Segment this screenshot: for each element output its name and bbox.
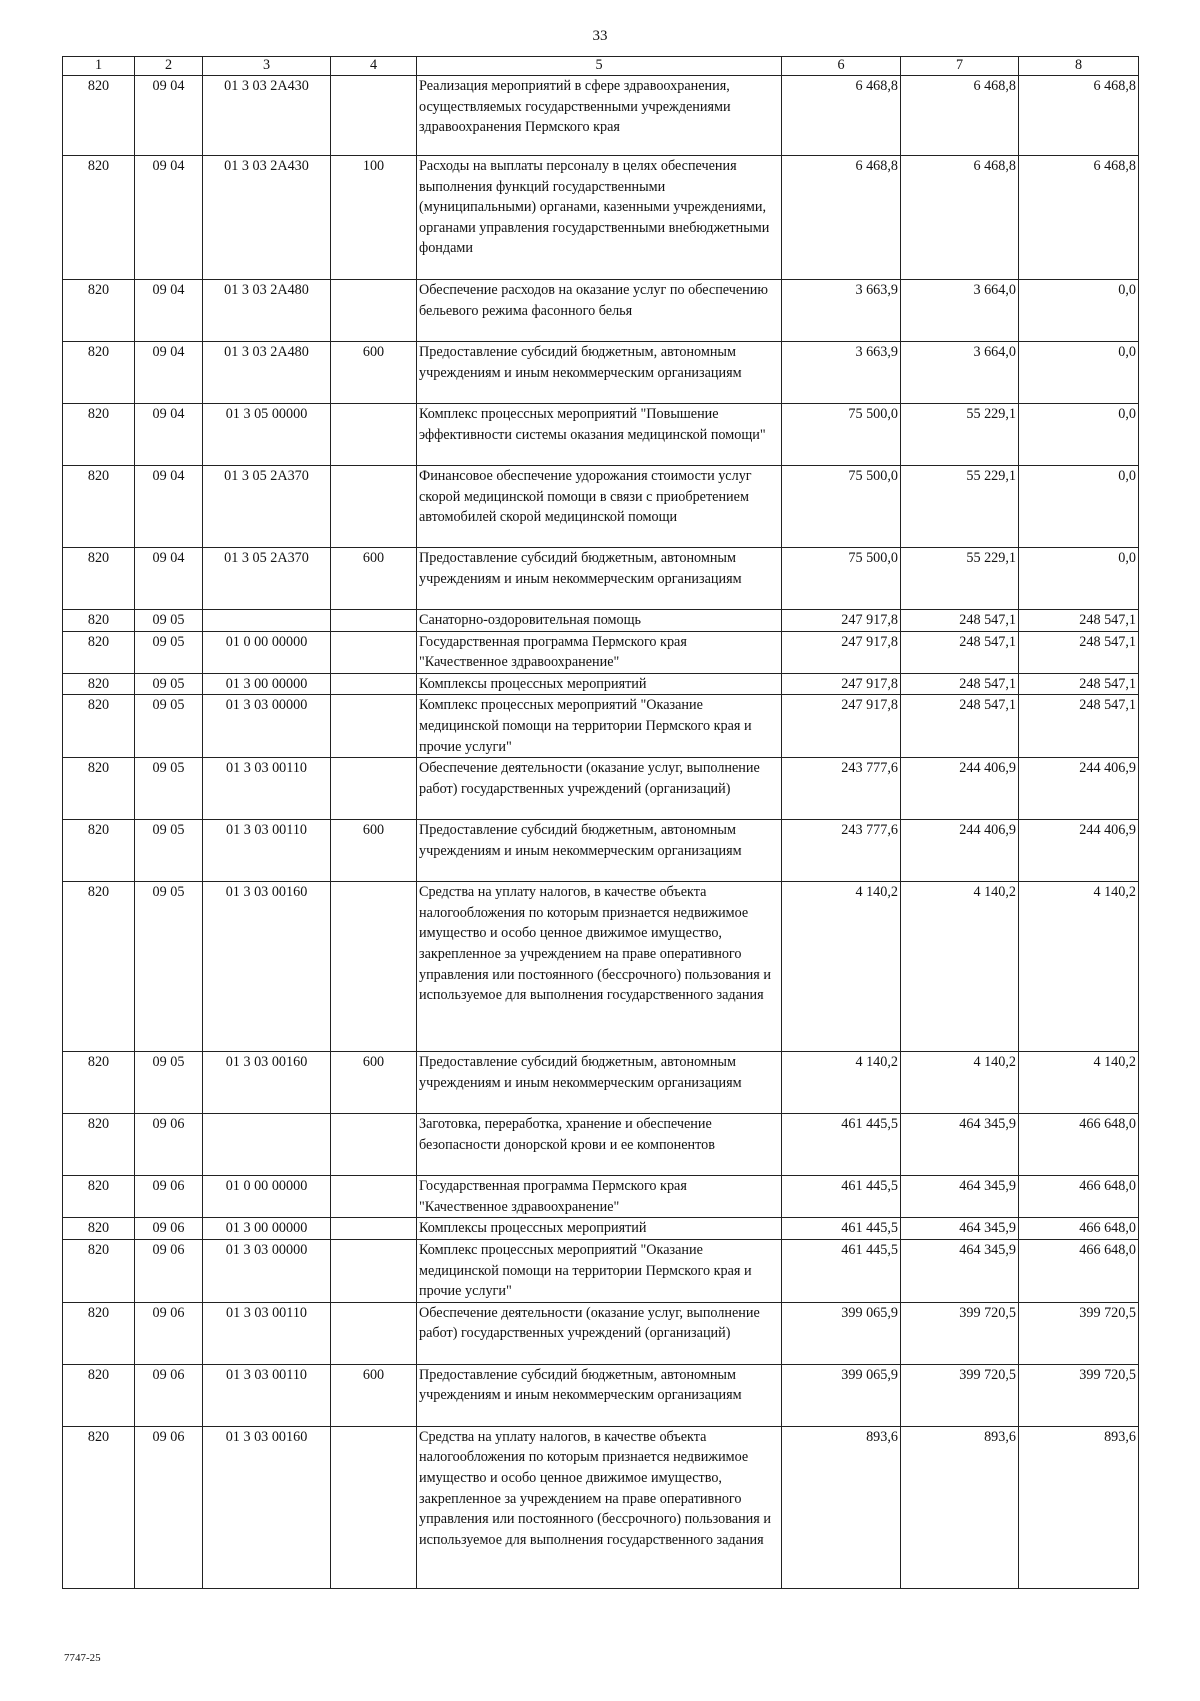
table-cell-col-6: 4 140,2 [782,1052,901,1114]
table-cell-col-6: 461 445,5 [782,1114,901,1176]
table-cell-col-3: 01 3 05 2А370 [203,466,331,548]
table-cell-col-5: Обеспечение деятельности (оказание услуг, выполнение работ) государственных учреждений (организаций) [417,758,782,820]
table-cell-col-8: 244 406,9 [1019,758,1139,820]
table-cell-col-8: 248 547,1 [1019,695,1139,758]
table-cell-col-6: 6 468,8 [782,156,901,280]
table-row [63,610,1139,632]
column-header-1: 1 [63,57,135,76]
table-cell-col-1: 820 [63,280,135,342]
table-cell-col-1: 820 [63,156,135,280]
table-cell-col-4 [331,695,417,758]
table-cell-col-5: Комплексы процессных мероприятий [417,673,782,695]
table-cell-col-1: 820 [63,342,135,404]
table-row [63,280,1139,342]
table-cell-col-7: 464 345,9 [901,1176,1019,1218]
table-cell-col-5: Государственная программа Пермского края "Качественное здравоохранение" [417,631,782,673]
table-row [63,466,1139,548]
table-cell-col-3: 01 0 00 00000 [203,631,331,673]
table-cell-col-1: 820 [63,1176,135,1218]
table-row [63,548,1139,610]
table-cell-col-5: Комплекс процессных мероприятий "Оказание медицинской помощи на территории Пермского края и прочие услуги" [417,1239,782,1302]
budget-table [62,56,1139,1589]
table-cell-col-4: 600 [331,342,417,404]
table-cell-col-4 [331,404,417,466]
table-cell-col-1: 820 [63,466,135,548]
table-cell-col-7: 244 406,9 [901,820,1019,882]
table-cell-col-6: 461 445,5 [782,1176,901,1218]
table-cell-col-2: 09 06 [135,1114,203,1176]
column-header-5: 5 [417,57,782,76]
table-cell-col-6: 247 917,8 [782,673,901,695]
table-row [63,76,1139,156]
table-cell-col-3: 01 3 03 00110 [203,1364,331,1426]
table-cell-col-8: 0,0 [1019,548,1139,610]
table-cell-col-8: 466 648,0 [1019,1114,1139,1176]
table-cell-col-7: 464 345,9 [901,1239,1019,1302]
table-cell-col-2: 09 06 [135,1239,203,1302]
table-cell-col-5: Комплекс процессных мероприятий "Оказание медицинской помощи на территории Пермского края и прочие услуги" [417,695,782,758]
table-cell-col-3: 01 3 03 00160 [203,1426,331,1588]
table-cell-col-6: 243 777,6 [782,820,901,882]
table-cell-col-5: Предоставление субсидий бюджетным, автономным учреждениям и иным некоммерческим организациям [417,548,782,610]
table-cell-col-5: Средства на уплату налогов, в качестве объекта налогообложения по которым признается недвижимое имущество и особо ценное движимое имущество, закрепленное за учреждением на праве оперативного управления или постоянного (бессрочного) пользования и используемое для выполнения государственного задания [417,1426,782,1588]
table-cell-col-6: 75 500,0 [782,404,901,466]
table-cell-col-3: 01 3 05 2А370 [203,548,331,610]
table-cell-col-3: 01 3 03 00000 [203,695,331,758]
table-cell-col-5: Комплексы процессных мероприятий [417,1218,782,1240]
table-cell-col-3: 01 3 03 2А430 [203,156,331,280]
table-cell-col-1: 820 [63,1218,135,1240]
table-cell-col-8: 6 468,8 [1019,76,1139,156]
table-cell-col-1: 820 [63,404,135,466]
table-cell-col-4 [331,76,417,156]
table-cell-col-3: 01 0 00 00000 [203,1176,331,1218]
table-cell-col-4 [331,1176,417,1218]
table-cell-col-6: 75 500,0 [782,548,901,610]
table-cell-col-8: 4 140,2 [1019,882,1139,1052]
table-cell-col-1: 820 [63,1426,135,1588]
table-cell-col-5: Предоставление субсидий бюджетным, автономным учреждениям и иным некоммерческим организациям [417,1364,782,1426]
table-cell-col-6: 247 917,8 [782,610,901,632]
table-cell-col-1: 820 [63,1302,135,1364]
table-cell-col-2: 09 06 [135,1302,203,1364]
table-cell-col-7: 464 345,9 [901,1218,1019,1240]
table-cell-col-3: 01 3 00 00000 [203,1218,331,1240]
table-cell-col-3: 01 3 03 00110 [203,1302,331,1364]
table-cell-col-4: 600 [331,1052,417,1114]
table-row [63,758,1139,820]
table-cell-col-2: 09 05 [135,631,203,673]
table-cell-col-1: 820 [63,673,135,695]
table-cell-col-1: 820 [63,1052,135,1114]
table-cell-col-4 [331,1302,417,1364]
table-cell-col-2: 09 06 [135,1426,203,1588]
column-header-8: 8 [1019,57,1139,76]
table-cell-col-6: 461 445,5 [782,1218,901,1240]
table-cell-col-4: 100 [331,156,417,280]
table-cell-col-4 [331,280,417,342]
table-cell-col-8: 399 720,5 [1019,1364,1139,1426]
table-cell-col-1: 820 [63,76,135,156]
table-cell-col-3: 01 3 03 2А480 [203,342,331,404]
table-cell-col-1: 820 [63,882,135,1052]
table-cell-col-7: 55 229,1 [901,404,1019,466]
table-cell-col-8: 466 648,0 [1019,1218,1139,1240]
table-cell-col-3: 01 3 03 00110 [203,820,331,882]
table-cell-col-5: Санаторно-оздоровительная помощь [417,610,782,632]
table-cell-col-3: 01 3 00 00000 [203,673,331,695]
table-cell-col-1: 820 [63,695,135,758]
table-cell-col-8: 466 648,0 [1019,1176,1139,1218]
table-cell-col-4: 600 [331,548,417,610]
table-cell-col-3: 01 3 03 00110 [203,758,331,820]
table-cell-col-5: Предоставление субсидий бюджетным, автономным учреждениям и иным некоммерческим организациям [417,1052,782,1114]
table-cell-col-1: 820 [63,820,135,882]
table-cell-col-4 [331,1426,417,1588]
table-cell-col-1: 820 [63,610,135,632]
table-cell-col-5: Реализация мероприятий в сфере здравоохранения, осуществляемых государственными учреждениями здравоохранения Пермского края [417,76,782,156]
table-cell-col-3: 01 3 03 00160 [203,1052,331,1114]
table-cell-col-3: 01 3 03 00160 [203,882,331,1052]
table-cell-col-5: Расходы на выплаты персоналу в целях обеспечения выполнения функций государственными (муниципальными) органами, казенными учреждениями, органами управления государственными внебюджетными фондами [417,156,782,280]
table-row [63,1426,1139,1588]
table-cell-col-2: 09 05 [135,673,203,695]
table-cell-col-4 [331,673,417,695]
table-row [63,1302,1139,1364]
table-cell-col-4 [331,631,417,673]
table-cell-col-7: 893,6 [901,1426,1019,1588]
table-cell-col-2: 09 06 [135,1218,203,1240]
table-cell-col-7: 4 140,2 [901,1052,1019,1114]
table-cell-col-2: 09 04 [135,156,203,280]
table-row [63,156,1139,280]
table-cell-col-7: 464 345,9 [901,1114,1019,1176]
table-cell-col-4 [331,1114,417,1176]
table-cell-col-5: Обеспечение расходов на оказание услуг по обеспечению бельевого режима фасонного белья [417,280,782,342]
table-cell-col-7: 399 720,5 [901,1302,1019,1364]
table-cell-col-2: 09 04 [135,548,203,610]
column-header-7: 7 [901,57,1019,76]
table-cell-col-6: 399 065,9 [782,1302,901,1364]
table-cell-col-1: 820 [63,631,135,673]
table-cell-col-2: 09 04 [135,342,203,404]
table-cell-col-6: 6 468,8 [782,76,901,156]
table-cell-col-2: 09 04 [135,76,203,156]
table-cell-col-5: Государственная программа Пермского края "Качественное здравоохранение" [417,1176,782,1218]
table-cell-col-8: 4 140,2 [1019,1052,1139,1114]
column-header-4: 4 [331,57,417,76]
column-header-3: 3 [203,57,331,76]
table-row [63,695,1139,758]
table-cell-col-6: 399 065,9 [782,1364,901,1426]
table-cell-col-6: 75 500,0 [782,466,901,548]
table-row [63,631,1139,673]
column-header-2: 2 [135,57,203,76]
table-cell-col-4 [331,466,417,548]
table-cell-col-3 [203,610,331,632]
table-cell-col-2: 09 05 [135,695,203,758]
table-cell-col-7: 6 468,8 [901,156,1019,280]
table-row [63,1239,1139,1302]
table-cell-col-1: 820 [63,1364,135,1426]
table-cell-col-8: 0,0 [1019,466,1139,548]
table-cell-col-7: 3 664,0 [901,342,1019,404]
table-cell-col-8: 244 406,9 [1019,820,1139,882]
table-cell-col-5: Средства на уплату налогов, в качестве объекта налогообложения по которым признается недвижимое имущество и особо ценное движимое имущество, закрепленное за учреждением на праве оперативного управления или постоянного (бессрочного) пользования и используемое для выполнения государственного задания [417,882,782,1052]
table-cell-col-4 [331,758,417,820]
table-cell-col-7: 248 547,1 [901,631,1019,673]
table-cell-col-6: 893,6 [782,1426,901,1588]
table-cell-col-3: 01 3 03 00000 [203,1239,331,1302]
table-cell-col-2: 09 04 [135,404,203,466]
table-cell-col-5: Финансовое обеспечение удорожания стоимости услуг скорой медицинской помощи в связи с приобретением автомобилей скорой медицинской помощи [417,466,782,548]
table-cell-col-2: 09 05 [135,820,203,882]
table-row [63,1218,1139,1240]
table-cell-col-4 [331,610,417,632]
table-cell-col-3 [203,1114,331,1176]
table-cell-col-4 [331,882,417,1052]
table-cell-col-8: 0,0 [1019,280,1139,342]
table-cell-col-2: 09 05 [135,610,203,632]
table-cell-col-8: 248 547,1 [1019,610,1139,632]
table-cell-col-2: 09 04 [135,466,203,548]
table-cell-col-7: 244 406,9 [901,758,1019,820]
table-cell-col-5: Предоставление субсидий бюджетным, автономным учреждениям и иным некоммерческим организациям [417,342,782,404]
table-cell-col-3: 01 3 03 2А430 [203,76,331,156]
table-row [63,673,1139,695]
table-row [63,820,1139,882]
table-cell-col-8: 466 648,0 [1019,1239,1139,1302]
table-cell-col-8: 6 468,8 [1019,156,1139,280]
table-cell-col-4 [331,1218,417,1240]
table-cell-col-2: 09 06 [135,1176,203,1218]
page-number: 33 [592,28,608,44]
table-cell-col-7: 4 140,2 [901,882,1019,1052]
table-cell-col-7: 248 547,1 [901,695,1019,758]
table-cell-col-5: Обеспечение деятельности (оказание услуг, выполнение работ) государственных учреждений (организаций) [417,1302,782,1364]
table-cell-col-5: Заготовка, переработка, хранение и обеспечение безопасности донорской крови и ее компонентов [417,1114,782,1176]
table-row [63,1114,1139,1176]
table-cell-col-7: 399 720,5 [901,1364,1019,1426]
table-row [63,1364,1139,1426]
table-cell-col-7: 248 547,1 [901,673,1019,695]
table-cell-col-2: 09 05 [135,882,203,1052]
table-row [63,404,1139,466]
table-cell-col-2: 09 06 [135,1364,203,1426]
table-cell-col-1: 820 [63,1114,135,1176]
table-cell-col-4: 600 [331,820,417,882]
table-cell-col-5: Предоставление субсидий бюджетным, автономным учреждениям и иным некоммерческим организациям [417,820,782,882]
table-cell-col-7: 6 468,8 [901,76,1019,156]
table-cell-col-3: 01 3 05 00000 [203,404,331,466]
table-cell-col-1: 820 [63,758,135,820]
table-cell-col-8: 0,0 [1019,342,1139,404]
table-row [63,342,1139,404]
table-cell-col-6: 243 777,6 [782,758,901,820]
table-cell-col-7: 55 229,1 [901,466,1019,548]
table-cell-col-6: 3 663,9 [782,280,901,342]
table-cell-col-8: 893,6 [1019,1426,1139,1588]
table-cell-col-6: 3 663,9 [782,342,901,404]
table-cell-col-2: 09 04 [135,280,203,342]
table-cell-col-7: 248 547,1 [901,610,1019,632]
table-cell-col-6: 247 917,8 [782,631,901,673]
table-header-row [63,57,1139,76]
table-cell-col-7: 55 229,1 [901,548,1019,610]
table-cell-col-8: 399 720,5 [1019,1302,1139,1364]
table-row [63,1052,1139,1114]
table-cell-col-8: 0,0 [1019,404,1139,466]
table-cell-col-8: 248 547,1 [1019,673,1139,695]
table-cell-col-3: 01 3 03 2А480 [203,280,331,342]
table-cell-col-4: 600 [331,1364,417,1426]
table-cell-col-2: 09 05 [135,758,203,820]
table-row [63,882,1139,1052]
table-body [63,76,1139,1589]
document-code: 7747-25 [64,1652,101,1664]
table-cell-col-6: 461 445,5 [782,1239,901,1302]
table-cell-col-5: Комплекс процессных мероприятий "Повышение эффективности системы оказания медицинской помощи" [417,404,782,466]
table-cell-col-4 [331,1239,417,1302]
table-cell-col-6: 247 917,8 [782,695,901,758]
table-cell-col-8: 248 547,1 [1019,631,1139,673]
table-cell-col-1: 820 [63,548,135,610]
table-cell-col-6: 4 140,2 [782,882,901,1052]
table-row [63,1176,1139,1218]
table-cell-col-7: 3 664,0 [901,280,1019,342]
table-cell-col-2: 09 05 [135,1052,203,1114]
table-cell-col-1: 820 [63,1239,135,1302]
column-header-6: 6 [782,57,901,76]
